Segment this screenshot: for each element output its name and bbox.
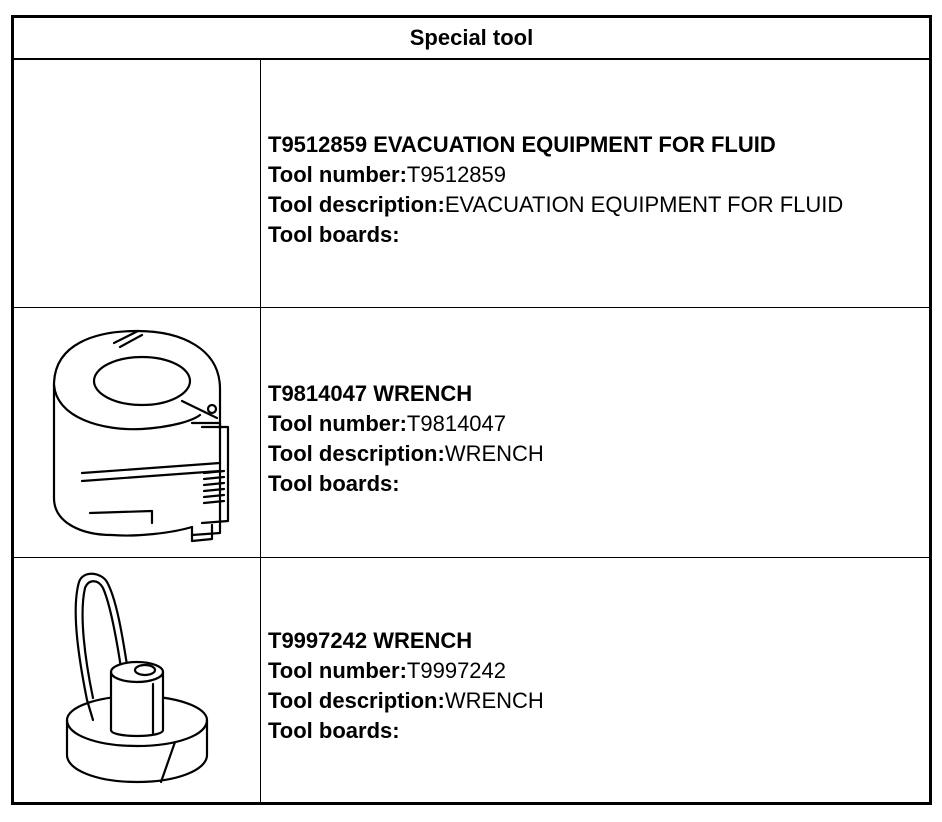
tool-boards-line	[268, 469, 929, 499]
tool-number-label: Tool number:	[268, 161, 407, 187]
tool-number-line	[268, 409, 929, 439]
tool-title: T9814047 WRENCH	[268, 380, 473, 406]
tool-description-line	[268, 190, 929, 220]
tool-description-label: Tool description:	[268, 440, 445, 466]
tool-number-value: T9814047	[406, 410, 507, 436]
tool-title: T9512859 EVACUATION EQUIPMENT FOR FLUID	[268, 131, 776, 157]
tool-info-cell-1	[261, 60, 929, 308]
tool-description-value: WRENCH	[444, 688, 544, 713]
tool-description-value: WRENCH	[444, 440, 544, 466]
tool-number-line	[268, 656, 929, 686]
tool-description-value: EVACUATION EQUIPMENT FOR FLUID	[444, 191, 844, 217]
looped-handle-wrench-icon	[57, 570, 217, 790]
tool-image-cell-2	[14, 308, 261, 558]
tool-description-line	[268, 439, 929, 469]
tool-boards-line	[268, 716, 929, 746]
tool-description-label: Tool description:	[268, 191, 445, 217]
tool-title: T9997242 WRENCH	[268, 628, 473, 653]
tool-number-value: T9512859	[406, 161, 507, 187]
tool-number-label: Tool number:	[268, 658, 407, 683]
tool-number-line	[268, 160, 929, 190]
tool-number-label: Tool number:	[268, 410, 407, 436]
tool-image-cell-3	[14, 558, 261, 802]
split-ring-clamp-wrench-icon	[42, 323, 232, 543]
tool-boards-label: Tool boards:	[268, 221, 400, 247]
special-tool-table	[11, 15, 932, 805]
tool-number-value: T9997242	[406, 658, 507, 683]
tool-boards-line	[268, 220, 929, 250]
tool-boards-label: Tool boards:	[268, 470, 400, 496]
tool-description-line	[268, 686, 929, 716]
tool-image-cell-1	[14, 60, 261, 308]
tool-info-cell-2	[261, 308, 929, 558]
tool-description-label: Tool description:	[268, 688, 445, 713]
table-header: Special tool	[14, 18, 929, 60]
tool-info-cell-3	[261, 558, 929, 802]
tool-boards-label: Tool boards:	[268, 718, 400, 743]
